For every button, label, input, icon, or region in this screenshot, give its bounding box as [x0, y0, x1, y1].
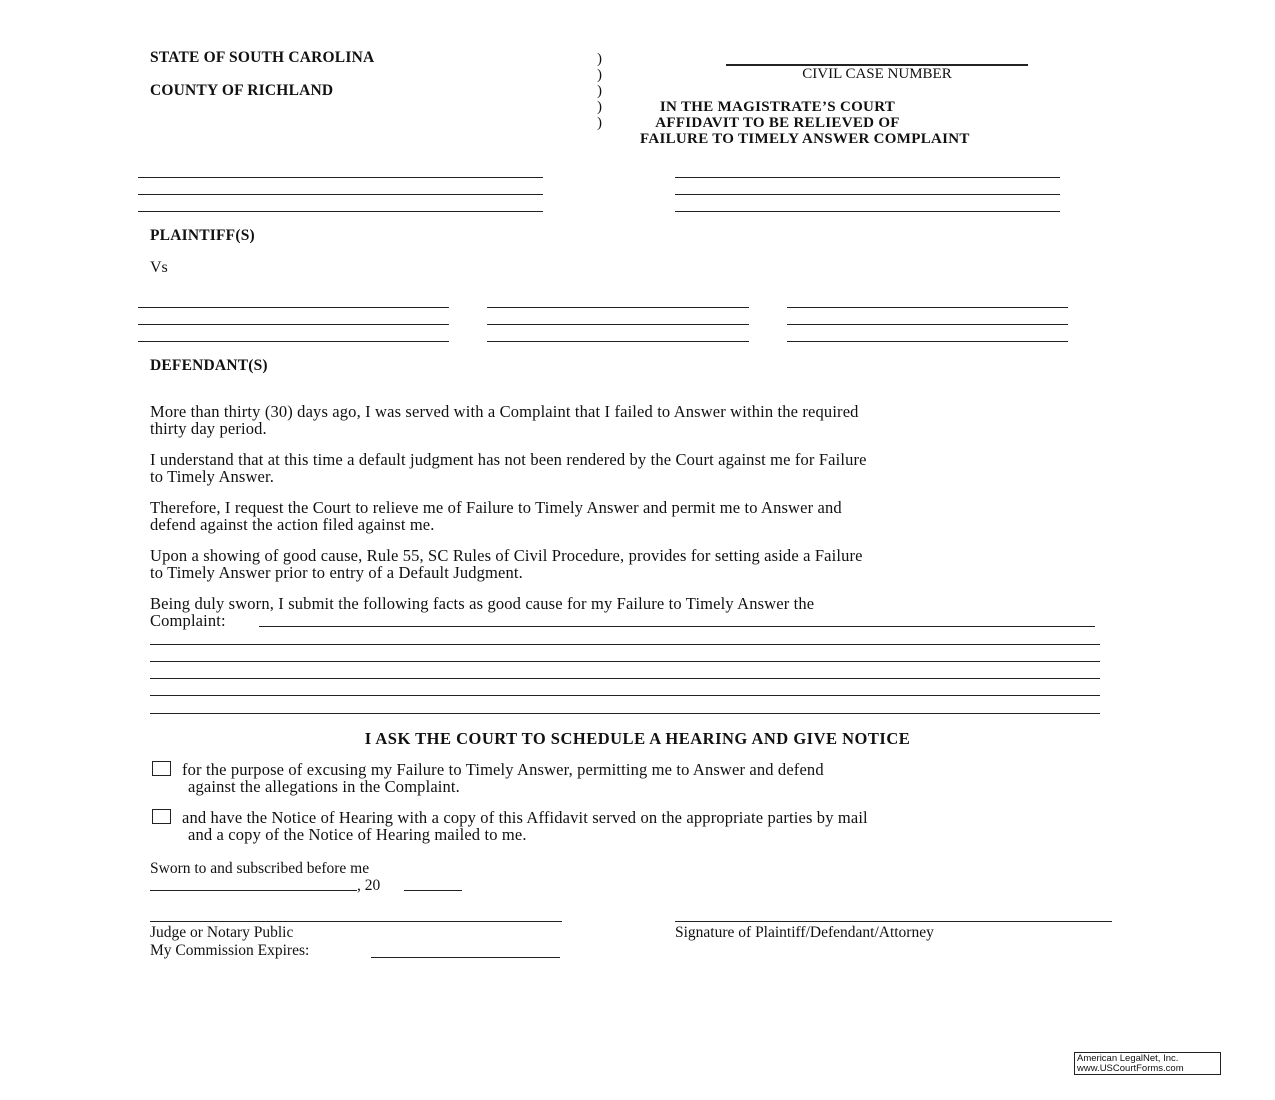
stamp-company: American LegalNet, Inc.	[1077, 1053, 1179, 1064]
good-cause-field[interactable]	[150, 695, 1100, 696]
defendant-field[interactable]	[487, 341, 749, 342]
paren: )	[597, 115, 602, 131]
legalnet-stamp	[1074, 1052, 1221, 1075]
paragraph-rule-55	[150, 547, 1140, 581]
defendant-field[interactable]	[138, 324, 449, 325]
notice-hearing-option	[182, 809, 1132, 843]
notice-hearing-checkbox[interactable]	[152, 809, 171, 824]
county-label: COUNTY OF RICHLAND	[150, 82, 334, 99]
plaintiff-field[interactable]	[138, 211, 543, 212]
paragraph-served	[150, 403, 1140, 437]
plaintiff-label: PLAINTIFF(S)	[150, 227, 255, 244]
case-number-label: CIVIL CASE NUMBER	[802, 66, 952, 82]
defendant-field[interactable]	[787, 341, 1068, 342]
paren: )	[597, 67, 602, 83]
paragraph-line: I understand that at this time a default judgment has not been rendered by the Court against me for Failure	[150, 450, 867, 469]
sworn-date-field[interactable]	[150, 890, 357, 891]
paragraph-line: to Timely Answer.	[150, 467, 275, 486]
paragraph-line: thirty day period.	[150, 419, 267, 438]
judge-label: Judge or Notary Public	[150, 924, 294, 941]
paragraph-request	[150, 499, 1140, 533]
signer-label: Signature of Plaintiff/Defendant/Attorney	[675, 924, 934, 941]
paragraph-line: Complaint:	[150, 611, 226, 630]
paragraph-line: to Timely Answer prior to entry of a Default Judgment.	[150, 563, 523, 582]
plaintiff-field[interactable]	[138, 177, 543, 178]
option-line: for the purpose of excusing my Failure to Timely Answer, permitting me to Answer and defend	[182, 760, 824, 779]
defendant-field[interactable]	[787, 324, 1068, 325]
good-cause-field[interactable]	[150, 644, 1100, 645]
good-cause-field[interactable]	[259, 626, 1095, 627]
year-prefix: , 20	[357, 877, 381, 894]
option-line: against the allegations in the Complaint.	[188, 777, 460, 796]
defendant-field[interactable]	[138, 341, 449, 342]
excuse-failure-checkbox[interactable]	[152, 761, 171, 776]
court-name: IN THE MAGISTRATE’S COURT	[659, 99, 896, 115]
option-line: and a copy of the Notice of Hearing mailed to me.	[188, 825, 527, 844]
plaintiff-field[interactable]	[675, 194, 1060, 195]
paragraph-line: Therefore, I request the Court to relieve me of Failure to Timely Answer and permit me to Answer and	[150, 498, 842, 517]
defendant-field[interactable]	[487, 307, 749, 308]
signer-signature-field[interactable]	[675, 921, 1112, 922]
judge-signature-field[interactable]	[150, 921, 562, 922]
defendant-field[interactable]	[487, 324, 749, 325]
plaintiff-field[interactable]	[675, 177, 1060, 178]
plaintiff-field[interactable]	[138, 194, 543, 195]
defendant-label: DEFENDANT(S)	[150, 357, 268, 374]
plaintiff-field[interactable]	[675, 211, 1060, 212]
paragraph-line: defend against the action filed against me.	[150, 515, 435, 534]
option-line: and have the Notice of Hearing with a copy of this Affidavit served on the appropriate parties by mail	[182, 808, 868, 827]
paragraph-line: More than thirty (30) days ago, I was served with a Complaint that I failed to Answer within the required	[150, 402, 859, 421]
defendant-field[interactable]	[138, 307, 449, 308]
good-cause-field[interactable]	[150, 661, 1100, 662]
paragraph-line: Being duly sworn, I submit the following facts as good cause for my Failure to Timely Answer the	[150, 594, 815, 613]
good-cause-field[interactable]	[150, 678, 1100, 679]
paragraph-sworn-facts	[150, 595, 1140, 629]
commission-label: My Commission Expires:	[150, 942, 310, 959]
paren: )	[597, 83, 602, 99]
stamp-website: www.USCourtForms.com	[1077, 1063, 1184, 1074]
paragraph-no-default	[150, 451, 1140, 485]
paren: )	[597, 99, 602, 115]
paren: )	[597, 51, 602, 67]
versus-label: Vs	[150, 259, 168, 276]
sworn-year-field[interactable]	[404, 890, 462, 891]
excuse-failure-option	[182, 761, 1132, 795]
form-title-line2: FAILURE TO TIMELY ANSWER COMPLAINT	[640, 131, 970, 147]
sworn-label: Sworn to and subscribed before me	[150, 860, 370, 877]
state-label: STATE OF SOUTH CAROLINA	[150, 49, 375, 66]
paragraph-line: Upon a showing of good cause, Rule 55, SC Rules of Civil Procedure, provides for setting aside a Failure	[150, 546, 863, 565]
commission-expiry-field[interactable]	[371, 957, 560, 958]
defendant-field[interactable]	[787, 307, 1068, 308]
form-title-line1: AFFIDAVIT TO BE RELIEVED OF	[655, 115, 900, 131]
hearing-heading: I ASK THE COURT TO SCHEDULE A HEARING AND GIVE NOTICE	[364, 729, 911, 748]
good-cause-field[interactable]	[150, 713, 1100, 714]
